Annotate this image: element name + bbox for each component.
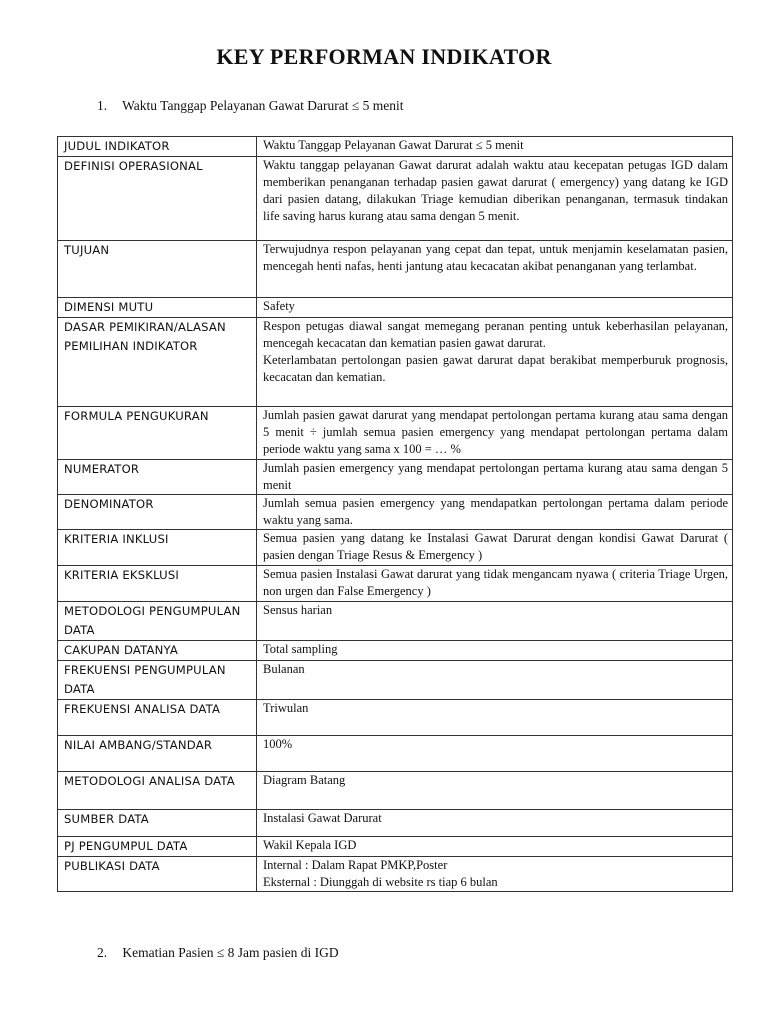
value-paragraph: Diagram Batang	[263, 773, 346, 787]
page-title: KEY PERFORMAN INDIKATOR	[216, 44, 552, 69]
table-row	[58, 298, 733, 318]
row-label: NUMERATOR	[58, 460, 257, 495]
value-paragraph: Bulanan	[263, 662, 305, 676]
value-paragraph: Jumlah pasien gawat darurat yang mendapat pertolongan pertama kurang atau sama dengan 5 menit ÷ jumlah semua pasien emergency yang mendapat pertolongan pertama dalam periode waktu yang sama x 100 = … %	[263, 408, 728, 456]
item-text: Waktu Tanggap Pelayanan Gawat Darurat ≤ 5 menit	[122, 98, 404, 113]
row-label: METODOLOGI PENGUMPULAN DATA	[58, 602, 257, 641]
row-label: KRITERIA INKLUSI	[58, 530, 257, 566]
row-value	[257, 857, 733, 892]
value-paragraph: 100%	[263, 737, 293, 751]
row-value	[257, 318, 733, 407]
value-paragraph: Semua pasien yang datang ke Instalasi Gawat Darurat dengan kondisi Gawat Darurat ( pasien dengan Triage Resus & Emergency )	[263, 531, 728, 562]
row-label: SUMBER DATA	[58, 810, 257, 837]
value-paragraph: Jumlah pasien emergency yang mendapat pertolongan pertama kurang atau sama dengan 5 menit	[263, 461, 728, 492]
value-paragraph: Eksternal : Diunggah di website rs tiap 6 bulan	[263, 875, 498, 889]
row-label: PJ PENGUMPUL DATA	[58, 837, 257, 857]
row-label: CAKUPAN DATANYA	[58, 641, 257, 661]
row-value	[257, 137, 733, 157]
table-row	[58, 241, 733, 298]
table-row	[58, 810, 733, 837]
row-label: FORMULA PENGUKURAN	[58, 407, 257, 460]
indicator-heading-1	[97, 98, 404, 114]
table-row	[58, 641, 733, 661]
row-value	[257, 661, 733, 700]
row-value	[257, 641, 733, 661]
value-paragraph: Semua pasien Instalasi Gawat darurat yang tidak mengancam nyawa ( criteria Triage Urgen, non urgen dan False Emergency )	[263, 567, 728, 598]
row-value	[257, 837, 733, 857]
row-label: FREKUENSI ANALISA DATA	[58, 700, 257, 736]
row-label: JUDUL INDIKATOR	[58, 137, 257, 157]
value-paragraph: Instalasi Gawat Darurat	[263, 811, 382, 825]
table-row	[58, 157, 733, 241]
table-row	[58, 566, 733, 602]
row-value	[257, 772, 733, 810]
row-label: DENOMINATOR	[58, 495, 257, 530]
table-row	[58, 736, 733, 772]
value-paragraph: Terwujudnya respon pelayanan yang cepat dan tepat, untuk menjamin keselamatan pasien, mencegah henti nafas, henti jantung atau kecacatan akibat penanganan yang terlambat.	[263, 242, 728, 273]
row-label: METODOLOGI ANALISA DATA	[58, 772, 257, 810]
table-row	[58, 700, 733, 736]
row-label: DASAR PEMIKIRAN/ALASAN PEMILIHAN INDIKATOR	[58, 318, 257, 407]
table-row	[58, 495, 733, 530]
row-value	[257, 736, 733, 772]
row-value	[257, 810, 733, 837]
value-paragraph: Keterlambatan pertolongan pasien gawat darurat dapat berakibat memperburuk prognosis, kecacatan dan kematian.	[263, 353, 728, 384]
row-value	[257, 241, 733, 298]
row-value	[257, 566, 733, 602]
table-row	[58, 318, 733, 407]
row-value	[257, 530, 733, 566]
value-paragraph: Sensus harian	[263, 603, 333, 617]
value-paragraph: Wakil Kepala IGD	[263, 838, 357, 852]
row-label: KRITERIA EKSKLUSI	[58, 566, 257, 602]
table-row	[58, 772, 733, 810]
item-number: 2.	[97, 945, 108, 960]
row-label: DEFINISI OPERASIONAL	[58, 157, 257, 241]
table-row	[58, 602, 733, 641]
table-row	[58, 137, 733, 157]
value-paragraph: Waktu tanggap pelayanan Gawat darurat adalah waktu atau kecepatan petugas IGD dalam memberikan penanganan terhadap pasien gawat darurat ( emergency) yang datang ke IGD dari pasien datang, dilakukan Triage kemudian diberikan penanganan, termasuk tindakan life saving harus kurang atau sama dengan 5 menit.	[263, 158, 728, 223]
indicator-heading-2	[97, 945, 339, 961]
table-row	[58, 857, 733, 892]
value-paragraph: Waktu Tanggap Pelayanan Gawat Darurat ≤ 5 menit	[263, 138, 524, 152]
row-label: FREKUENSI PENGUMPULAN DATA	[58, 661, 257, 700]
row-value	[257, 700, 733, 736]
row-value	[257, 602, 733, 641]
row-label: NILAI AMBANG/STANDAR	[58, 736, 257, 772]
value-paragraph: Jumlah semua pasien emergency yang mendapatkan pertolongan pertama dalam periode waktu yang sama.	[263, 496, 728, 527]
table-row	[58, 661, 733, 700]
value-paragraph: Total sampling	[263, 642, 338, 656]
value-paragraph: Triwulan	[263, 701, 309, 715]
indicator-table	[57, 136, 733, 892]
row-value	[257, 460, 733, 495]
item-text: Kematian Pasien ≤ 8 Jam pasien di IGD	[122, 945, 339, 960]
table-row	[58, 407, 733, 460]
value-paragraph: Safety	[263, 299, 295, 313]
row-value	[257, 157, 733, 241]
item-number: 1.	[97, 98, 108, 113]
row-label: TUJUAN	[58, 241, 257, 298]
row-label: DIMENSI MUTU	[58, 298, 257, 318]
table-row	[58, 530, 733, 566]
row-value	[257, 298, 733, 318]
row-value	[257, 407, 733, 460]
table-row	[58, 460, 733, 495]
row-label: PUBLIKASI DATA	[58, 857, 257, 892]
value-paragraph: Respon petugas diawal sangat memegang peranan penting untuk keberhasilan pelayanan, mencegah kecacatan dan kematian pasien gawat darurat.	[263, 319, 728, 350]
table-row	[58, 837, 733, 857]
value-paragraph: Internal : Dalam Rapat PMKP,Poster	[263, 858, 448, 872]
row-value	[257, 495, 733, 530]
